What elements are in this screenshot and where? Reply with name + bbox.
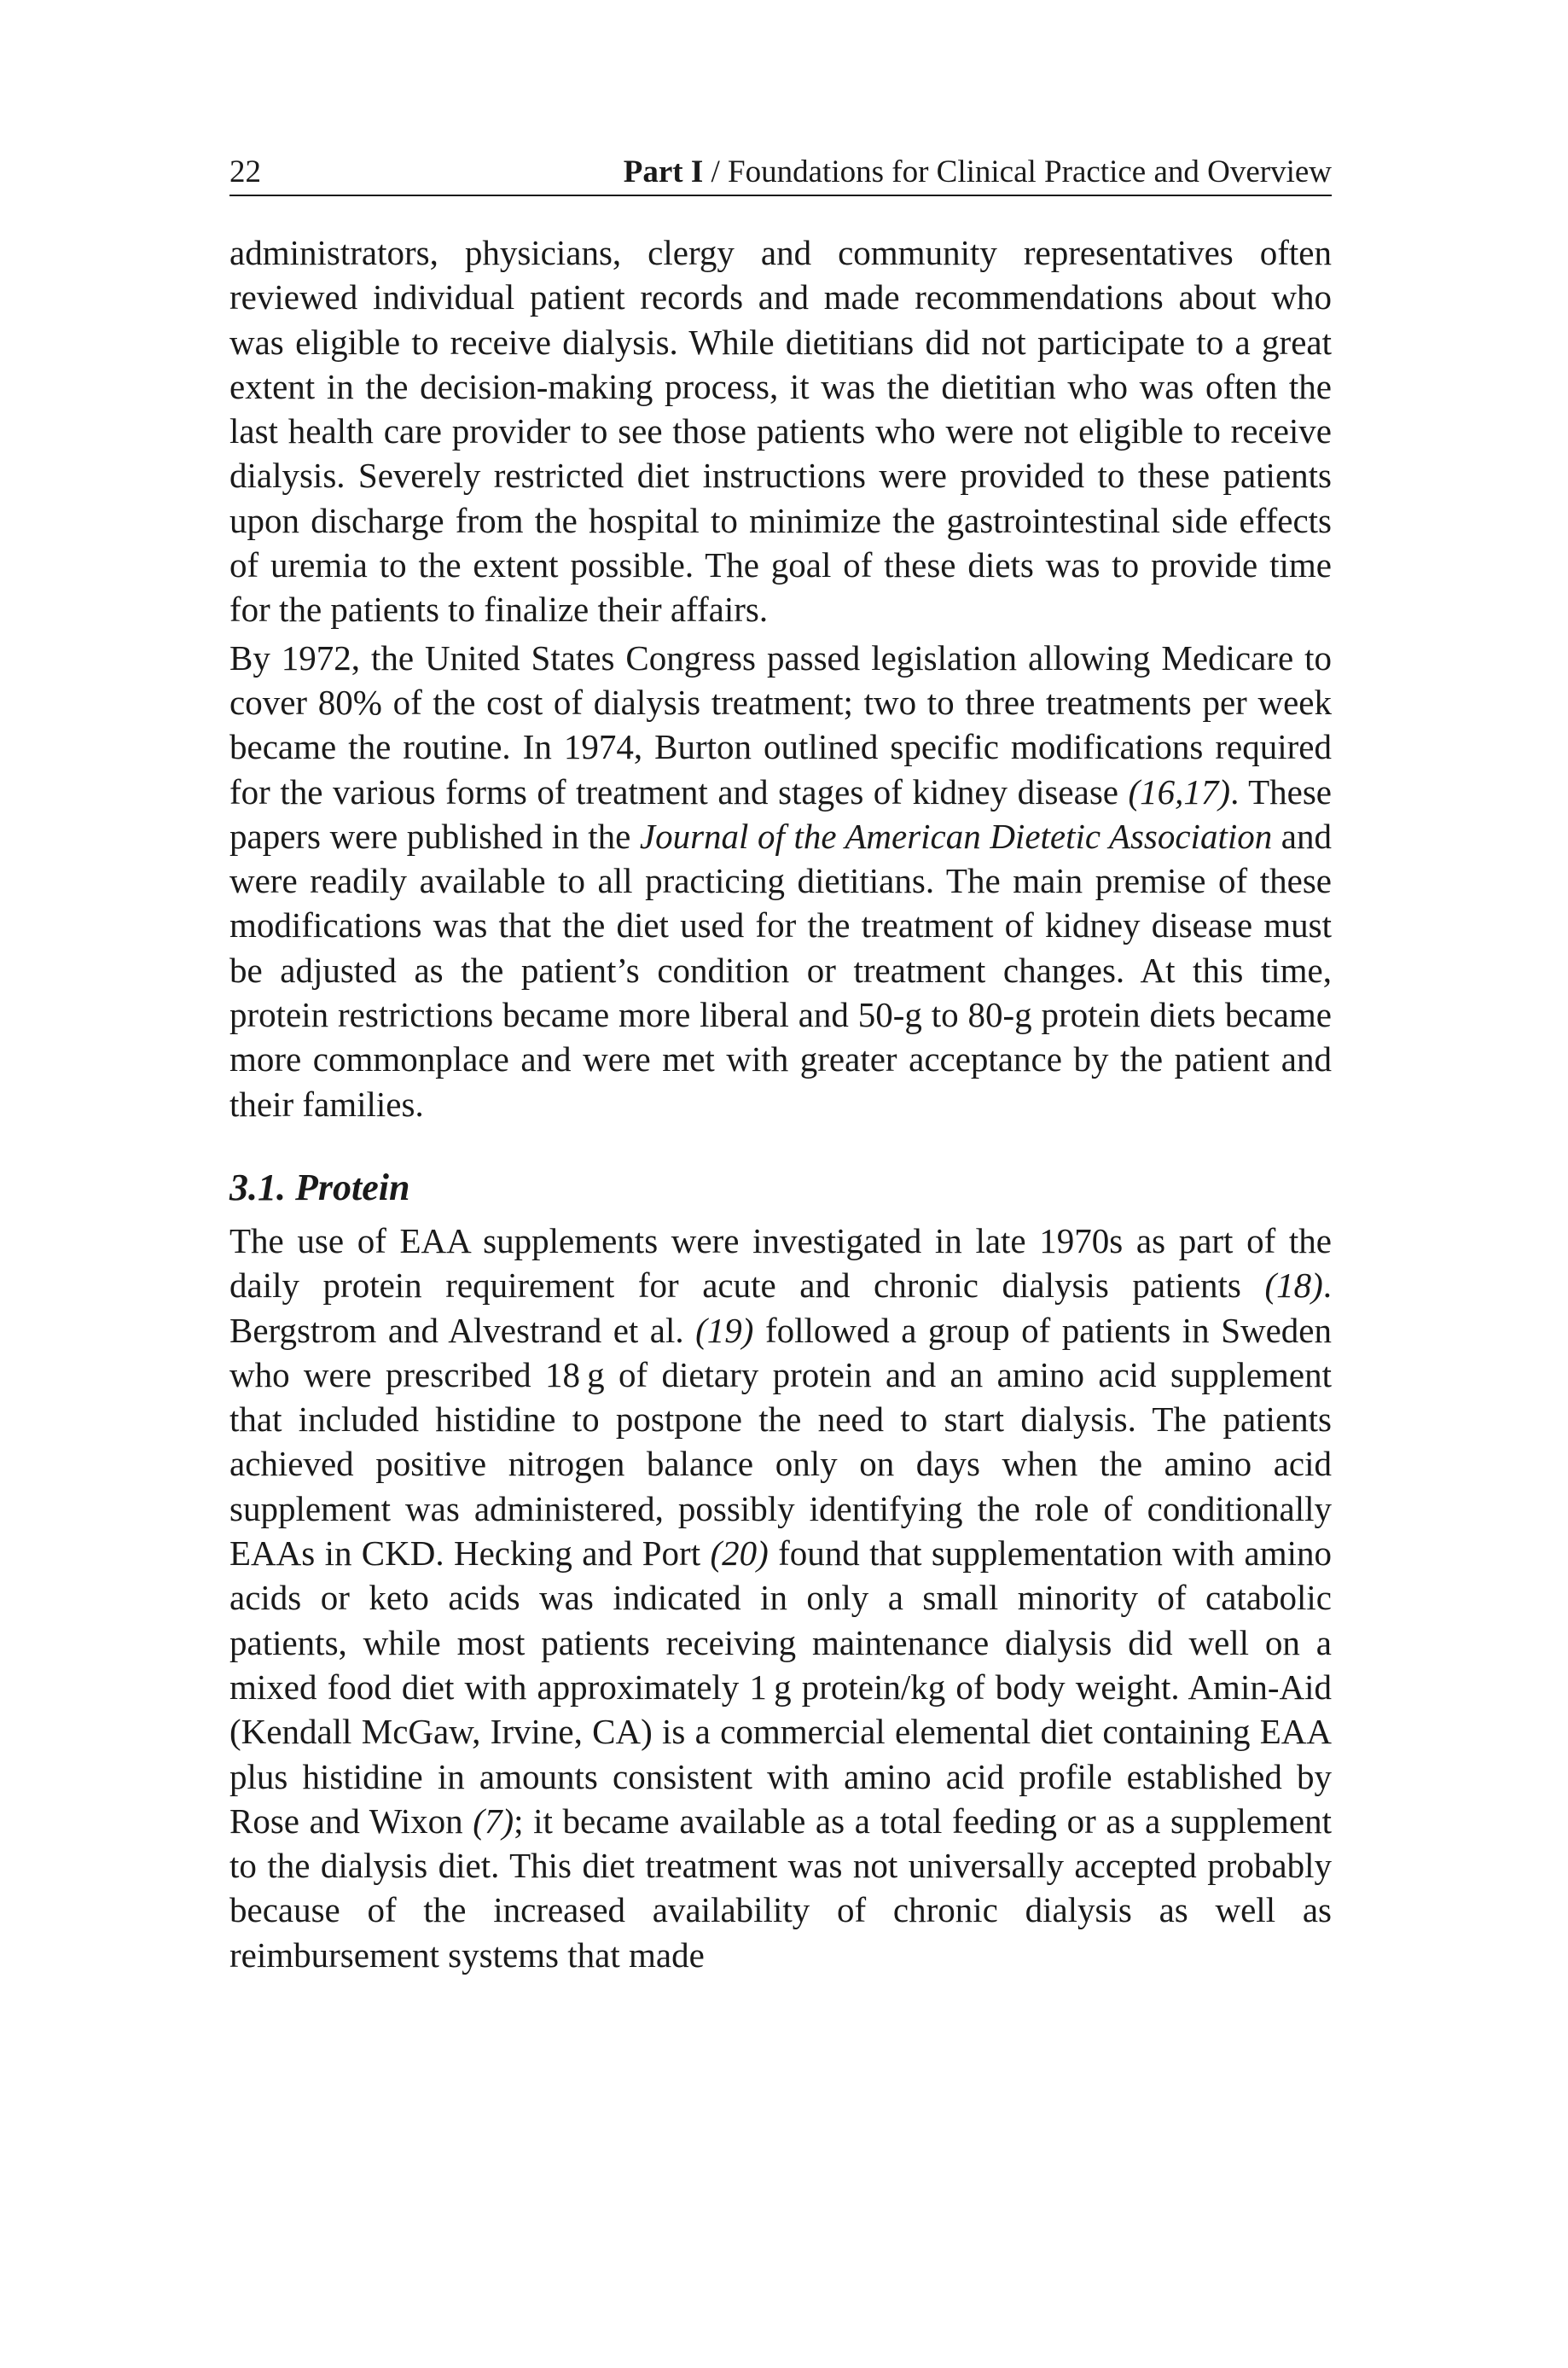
page-number: 22 (229, 154, 261, 189)
citation: (19) (695, 1310, 754, 1350)
section-heading (229, 1166, 1332, 1210)
paragraph-text: The use of EAA supplements were investigated in late 1970s as part of the daily protein requirement for acute and chronic dialysis patients (229, 1220, 1332, 1306)
running-title (624, 154, 1332, 191)
citation: (20) (710, 1533, 769, 1574)
running-title-text: Foundations for Clinical Practice and Overview (728, 154, 1332, 189)
citation: (7) (473, 1801, 514, 1841)
part-label: Part I (623, 154, 704, 189)
paragraph-medicare (229, 636, 1332, 1126)
journal-title: Journal of the American Dietetic Association (639, 816, 1273, 856)
citation: (18) (1264, 1265, 1323, 1306)
title-separator: / (711, 154, 720, 189)
paragraph-text: ; it became available as a total feeding or as a supplement to the dialysis diet. This diet treatment was not universally accepted probably because of the increased availability of chronic dialysis as well as reimbursement systems that made (229, 1801, 1333, 1975)
paragraph-text: followed a group of patients in Sweden who were prescribed 18 g of dietary protein and an amino acid supplement that included histidine to postpone the need to start dialysis. The patients achieved positive nitrogen balance only on days when the amino acid supplement was administered, possibly identifying the role of conditionally EAAs in CKD. Hecking and Port (229, 1310, 1333, 1574)
citation: (16,17) (1128, 771, 1231, 812)
paragraph-text: . These papers were published in the (229, 771, 1333, 856)
paragraph-text: By 1972, the United States Congress passed legislation allowing Medicare to cover 80% of the cost of dialysis treatment; two to three treatments per week became the routine. In 1974, Burton outlined specific modifications required for the various forms of treatment and stages of kidney disease (229, 637, 1332, 812)
paragraph-text: and were readily available to all practicing dietitians. The main premise of these modifications was that the diet used for the treatment of kidney disease must be adjusted as the patient’s condition or treatment changes. At this time, protein restrictions became more liberal and 50-g to 80-g protein diets became more commonplace and were met with greater acceptance by the patient and their families. (229, 816, 1332, 1124)
running-head (229, 154, 1332, 196)
page (229, 154, 1332, 1977)
paragraph-protein (229, 1219, 1332, 1977)
paragraph-continued: administrators, physicians, clergy and community representatives often reviewed individual patient records and made recommendations about who was eligible to receive dialysis. While dietitians did not participate to a great extent in the decision-making process, it was the dietitian who was often the last health care provider to see those patients who were not eligible to receive dialysis. Severely restricted diet instructions were provided to these patients upon discharge from the hospital to minimize the gastrointestinal side effects of uremia to the extent possible. The goal of these diets was to provide time for the patients to finalize their affairs. (229, 233, 1332, 630)
section-number: 3.1. (229, 1166, 286, 1208)
section-title: Protein (295, 1166, 410, 1208)
paragraph-text: . Bergstrom and Alvestrand et al. (229, 1265, 1332, 1350)
paragraph-text: found that supplementation with amino acids or keto acids was indicated in only a small minority of catabolic patients, while most patients receiving maintenance dialysis did well on a mixed food diet with approximately 1 g protein/kg of body weight. Amin-Aid (Kendall McGaw, Irvine, CA) is a commercial elemental diet containing EAA plus histidine in amounts consistent with amino acid profile established by Rose and Wixon (229, 1533, 1332, 1841)
body-text (229, 230, 1332, 1977)
